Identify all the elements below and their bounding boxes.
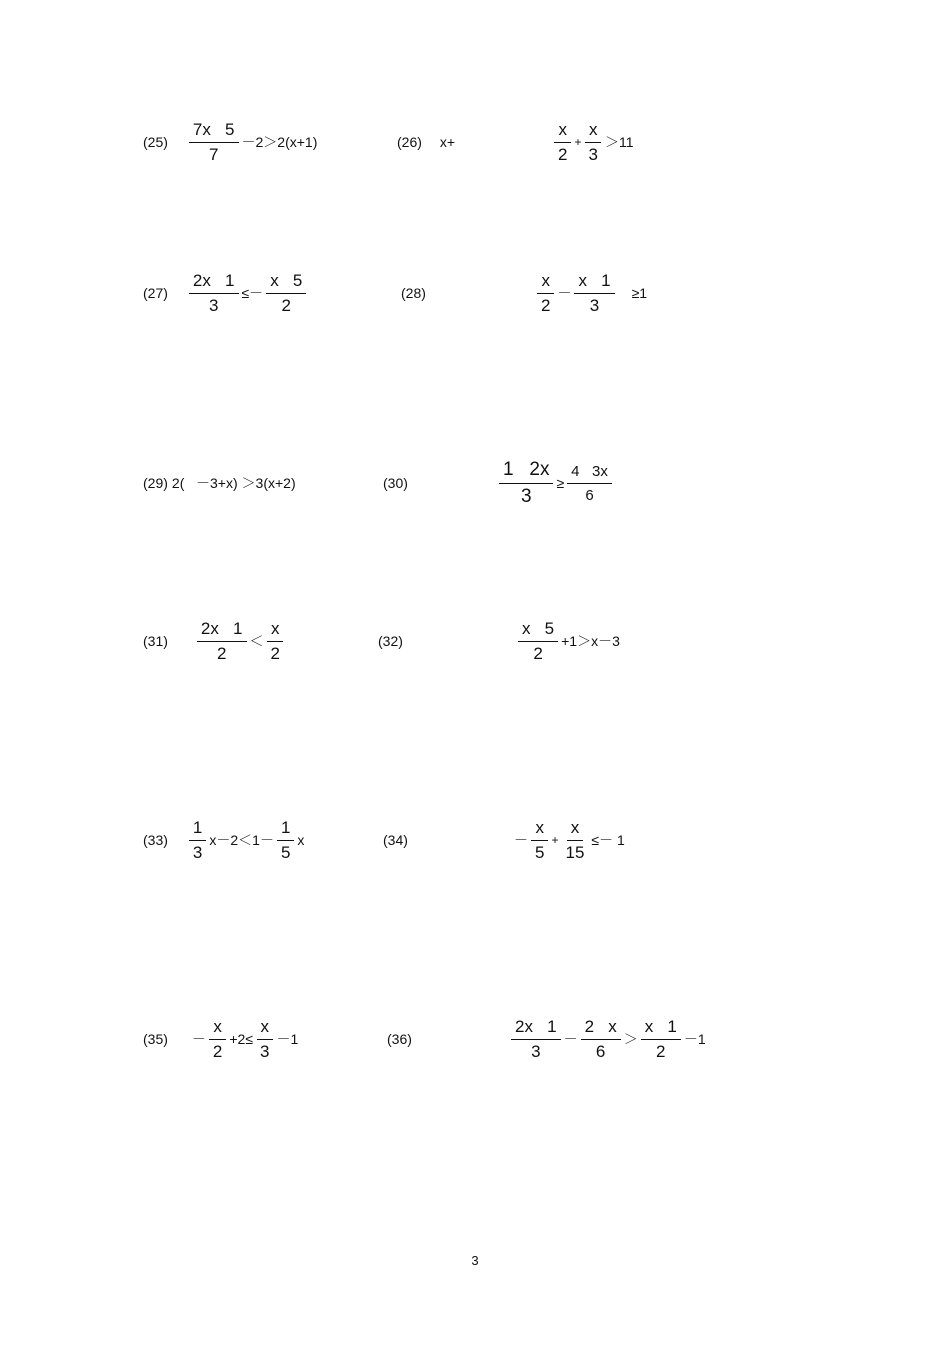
numerator: x 1 bbox=[574, 271, 614, 294]
plus-sign: + bbox=[574, 135, 582, 149]
problem-31 bbox=[143, 611, 287, 671]
fraction bbox=[574, 271, 614, 316]
fraction bbox=[537, 271, 554, 316]
minus-sign: － bbox=[514, 832, 528, 848]
minus-sign: － bbox=[557, 285, 572, 301]
denominator: 2 bbox=[212, 1041, 223, 1061]
problem-30-expression bbox=[496, 453, 615, 513]
minus-sign: － bbox=[191, 1031, 206, 1047]
relation: ＜ bbox=[249, 633, 264, 649]
problem-27 bbox=[143, 263, 309, 323]
denominator: 3 bbox=[589, 295, 600, 315]
denominator: 2 bbox=[541, 295, 551, 315]
numerator: 2x 1 bbox=[197, 619, 247, 642]
numerator: 2 x bbox=[581, 1017, 621, 1040]
expression-tail: x bbox=[297, 832, 305, 848]
numerator: x bbox=[267, 619, 284, 642]
denominator: 7 bbox=[208, 144, 219, 164]
denominator: 3 bbox=[531, 1041, 541, 1061]
problem-30-label bbox=[383, 453, 426, 513]
fraction bbox=[197, 619, 247, 664]
denominator: 3 bbox=[260, 1041, 270, 1061]
numerator: 2x 1 bbox=[189, 271, 239, 294]
denominator: 3 bbox=[520, 485, 532, 507]
numerator: 2x 1 bbox=[511, 1017, 561, 1040]
problem-number: (27) bbox=[143, 285, 168, 301]
expression: 2( －3+x) ＞3(x+2) bbox=[171, 475, 296, 491]
problem-number: (34) bbox=[383, 832, 408, 848]
denominator: 2 bbox=[533, 643, 543, 663]
problem-number: (31) bbox=[143, 633, 168, 649]
problem-number: (36) bbox=[387, 1031, 412, 1047]
numerator: x bbox=[537, 271, 554, 294]
denominator: 5 bbox=[535, 842, 545, 862]
problem-25 bbox=[143, 112, 317, 172]
fraction bbox=[189, 818, 206, 863]
page-number: 3 bbox=[471, 1253, 479, 1268]
numerator: 1 bbox=[189, 818, 206, 841]
plus-sign: + bbox=[551, 833, 559, 847]
problem-32-expression bbox=[515, 611, 620, 671]
expression-tail: －1 bbox=[276, 1031, 299, 1047]
fraction bbox=[266, 271, 306, 316]
denominator: 2 bbox=[270, 643, 280, 663]
denominator: 2 bbox=[281, 295, 291, 315]
expression-tail: ≤－ 1 bbox=[591, 832, 625, 848]
fraction bbox=[499, 459, 553, 508]
numerator: x bbox=[585, 120, 602, 143]
fraction bbox=[277, 818, 294, 863]
problem-34-label bbox=[383, 810, 426, 870]
fraction bbox=[511, 1017, 561, 1062]
denominator: 3 bbox=[588, 144, 598, 164]
denominator: 6 bbox=[585, 486, 594, 504]
expression-middle: +2≤ bbox=[229, 1031, 254, 1047]
fraction bbox=[189, 271, 239, 316]
problem-29 bbox=[143, 453, 296, 513]
fraction bbox=[567, 462, 612, 505]
relation: ≤－ bbox=[241, 285, 264, 301]
problem-33 bbox=[143, 810, 304, 870]
expression-lead: x+ bbox=[439, 134, 456, 150]
numerator: 1 bbox=[277, 818, 294, 841]
numerator: x bbox=[209, 1017, 226, 1040]
numerator: x 5 bbox=[518, 619, 558, 642]
problem-26-label bbox=[397, 112, 455, 172]
problem-number: (35) bbox=[143, 1031, 168, 1047]
fraction bbox=[561, 818, 588, 863]
fraction bbox=[554, 120, 571, 165]
fraction bbox=[189, 120, 239, 165]
problem-26-expression bbox=[551, 112, 634, 172]
fraction bbox=[209, 1017, 226, 1062]
problem-number: (26) bbox=[397, 134, 422, 150]
problem-number: (29) bbox=[143, 475, 168, 491]
fraction bbox=[256, 1017, 273, 1062]
problem-number: (25) bbox=[143, 134, 168, 150]
fraction bbox=[518, 619, 558, 664]
numerator: x 1 bbox=[641, 1017, 681, 1040]
minus-sign: － bbox=[563, 1031, 578, 1047]
denominator: 2 bbox=[558, 144, 568, 164]
problem-35 bbox=[143, 1009, 298, 1069]
expression-tail: ＞11 bbox=[604, 134, 634, 150]
numerator: 7x 5 bbox=[189, 120, 239, 143]
problem-36-label bbox=[387, 1009, 430, 1069]
fraction bbox=[584, 120, 601, 165]
expression-tail: －1 bbox=[683, 1031, 706, 1047]
expression-tail: －2＞2(x+1) bbox=[241, 134, 318, 150]
problem-32-label bbox=[378, 611, 421, 671]
denominator: 2 bbox=[216, 643, 227, 663]
denominator: 5 bbox=[280, 842, 291, 862]
denominator: 3 bbox=[208, 295, 219, 315]
numerator: x bbox=[257, 1017, 274, 1040]
denominator: 15 bbox=[565, 842, 585, 862]
fraction bbox=[641, 1017, 681, 1062]
denominator: 6 bbox=[595, 1041, 606, 1061]
fraction bbox=[581, 1017, 621, 1062]
expression-tail: ≥1 bbox=[631, 285, 648, 301]
problem-36-expression bbox=[508, 1009, 706, 1069]
problem-28-label bbox=[401, 263, 444, 323]
denominator: 3 bbox=[192, 842, 203, 862]
numerator: x bbox=[554, 120, 571, 143]
problem-number: (30) bbox=[383, 475, 408, 491]
expression-middle: x－2＜1－ bbox=[209, 832, 274, 848]
problem-34-expression bbox=[514, 810, 625, 870]
relation: ＞ bbox=[623, 1031, 638, 1047]
numerator: x bbox=[567, 818, 584, 841]
numerator: x bbox=[531, 818, 548, 841]
denominator: 2 bbox=[656, 1041, 666, 1061]
relation: ≥ bbox=[556, 475, 565, 491]
problem-number: (33) bbox=[143, 832, 168, 848]
problem-28-expression bbox=[534, 263, 647, 323]
numerator: x 5 bbox=[266, 271, 306, 294]
problem-number: (28) bbox=[401, 285, 426, 301]
numerator: 4 3x bbox=[567, 462, 612, 484]
fraction bbox=[267, 619, 284, 664]
fraction bbox=[531, 818, 548, 863]
numerator: 1 2x bbox=[499, 459, 553, 484]
problem-number: (32) bbox=[378, 633, 403, 649]
expression-tail: +1＞x－3 bbox=[561, 633, 620, 649]
